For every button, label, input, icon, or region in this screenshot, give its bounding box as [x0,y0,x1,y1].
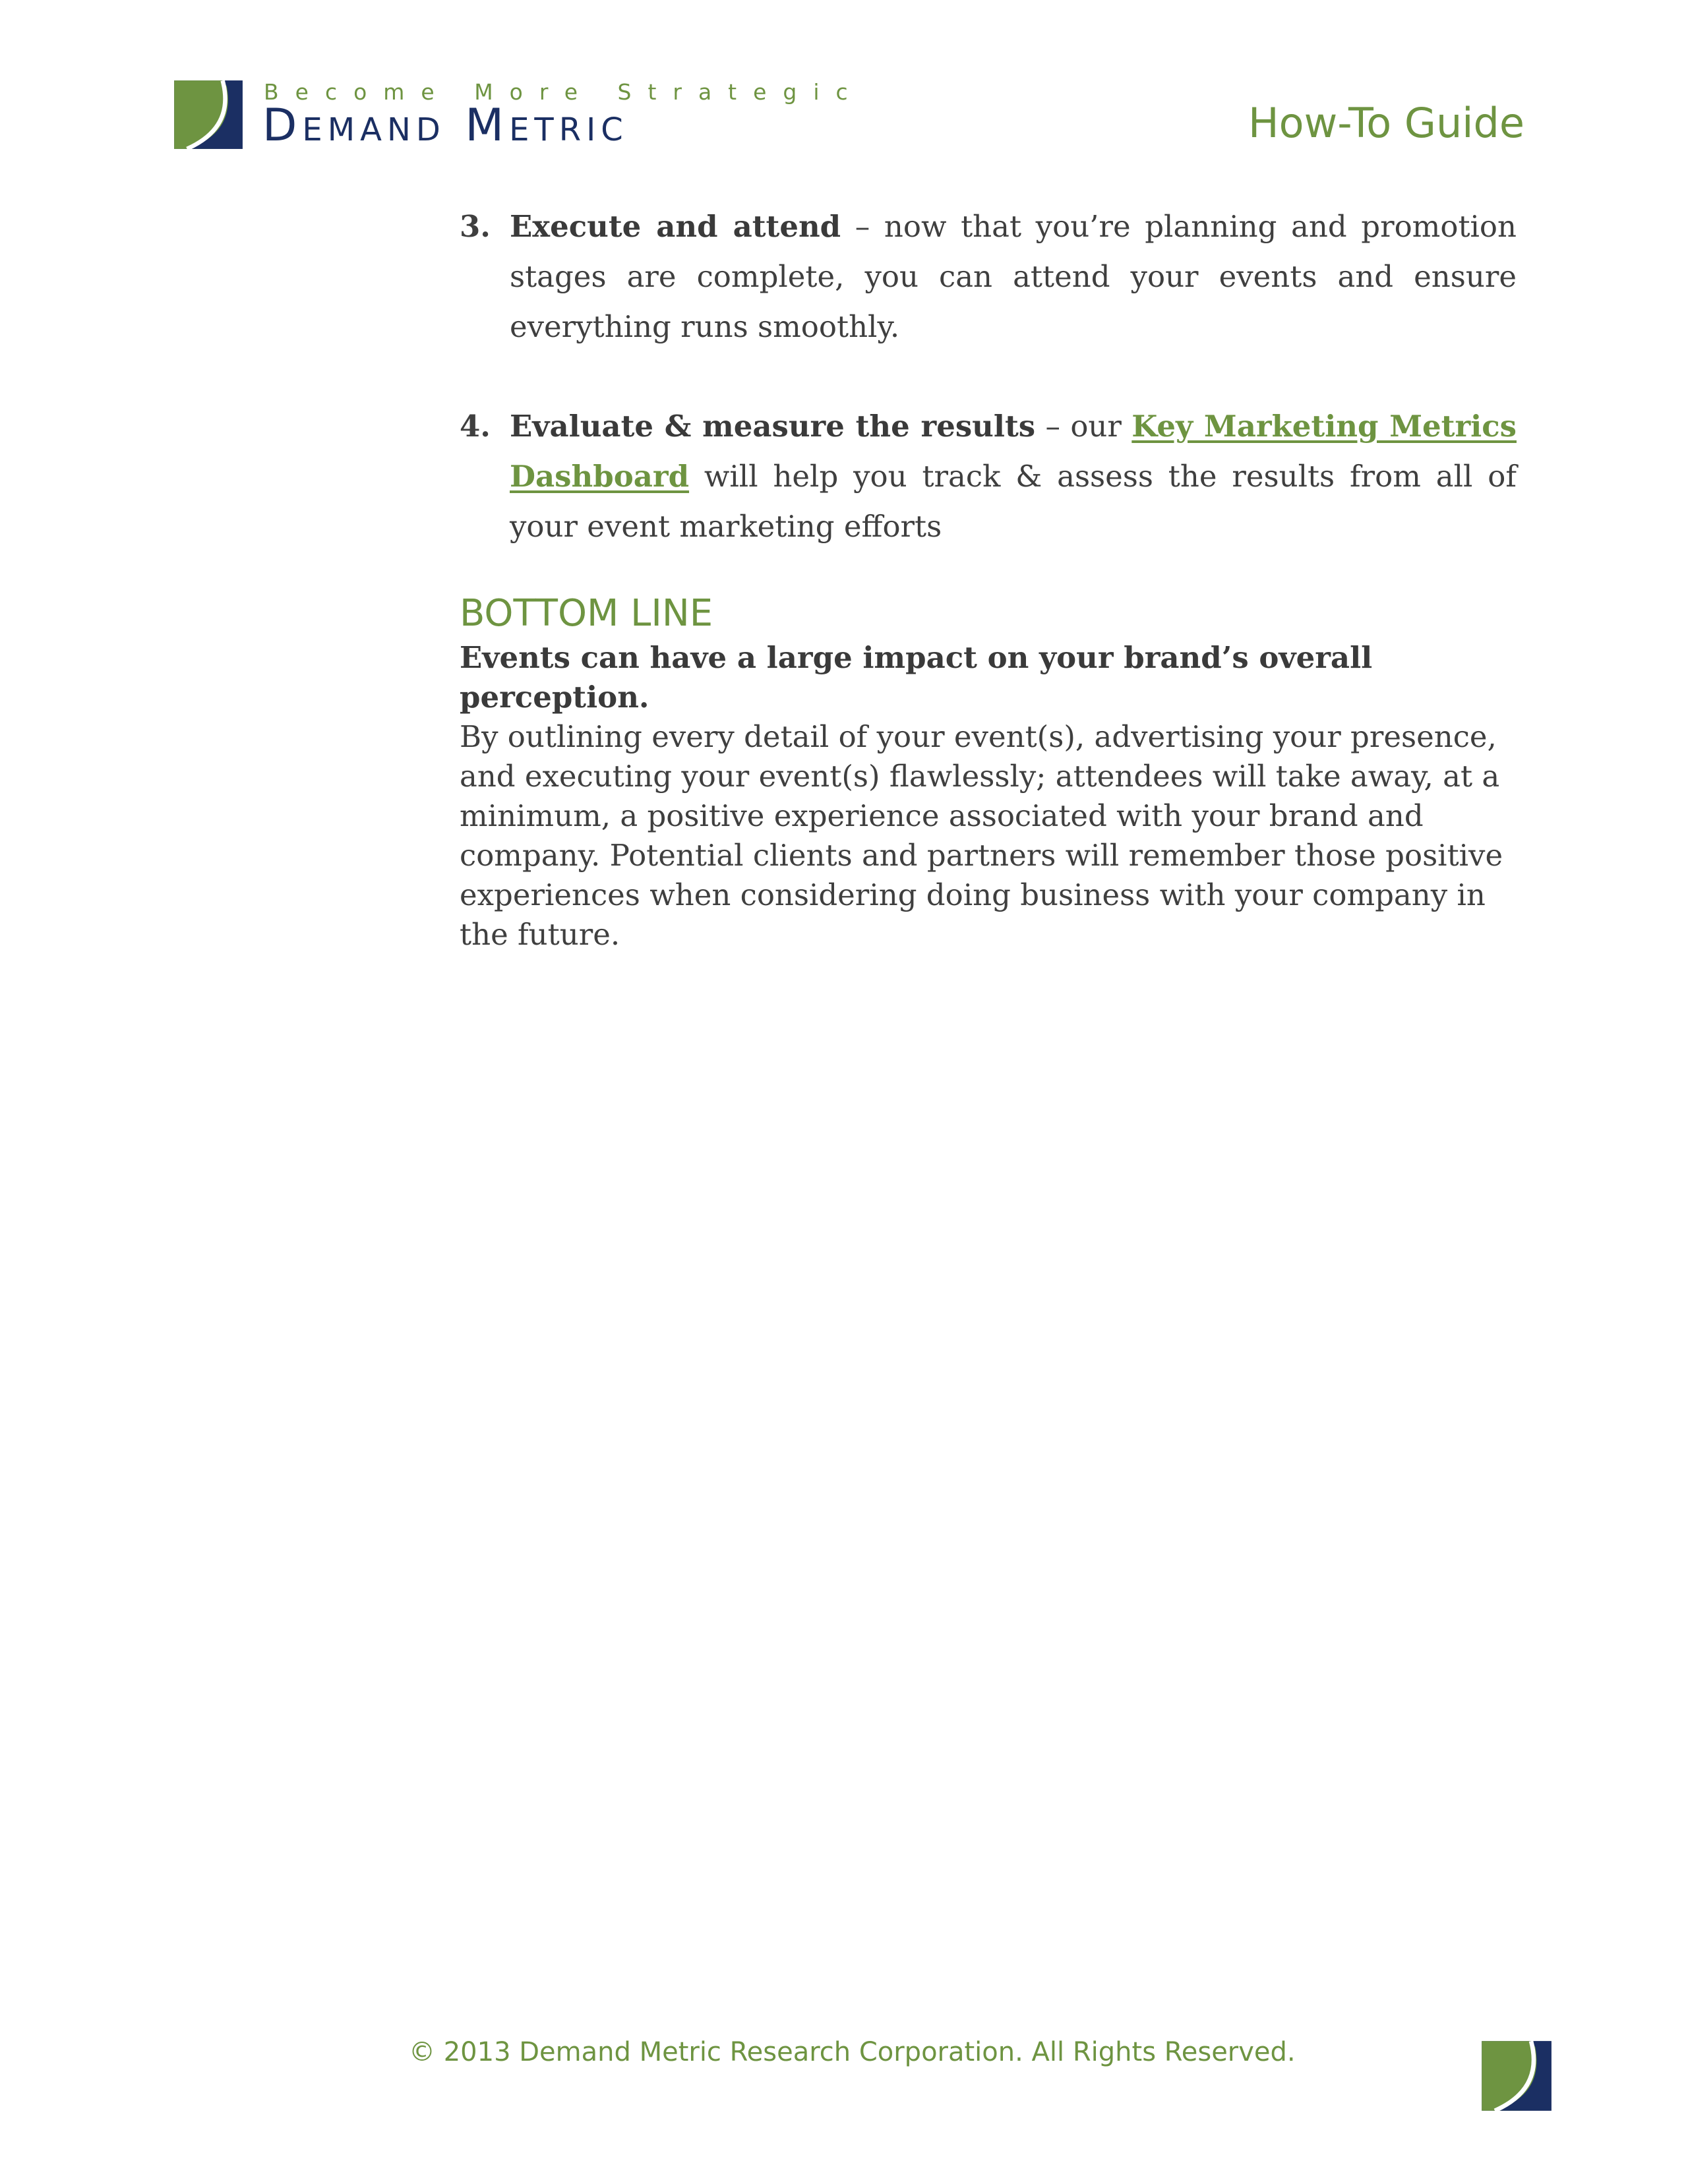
steps-list [460,202,1517,601]
brand-logo [173,74,864,160]
step-title: Evaluate & measure the results [510,409,1036,444]
brand-wordmark: Demand Metric [262,100,628,152]
key-marketing-metrics-dashboard-link[interactable]: Key Marketing Metrics Dashboard [510,409,1517,494]
step-text: – now that you’re planning and promotion stages are complete, you can attend your events and ensure everything runs smoothly. [510,209,1517,344]
list-item [460,401,1517,552]
step-number: 3. [460,209,491,244]
footer-logo-icon [1480,2040,1553,2112]
step-title: Execute and attend [510,209,841,244]
footer-copyright: © 2013 Demand Metric Research Corporation. All Rights Reserved. [409,2037,1296,2067]
step-number: 4. [460,409,491,444]
section-lead: Events can have a large impact on your brand’s overall perception. [460,640,1373,715]
section-heading: BOTTOM LINE [460,592,713,635]
section-paragraph: By outlining every detail of your event(s), advertising your presence, and executing your event(s) flawlessly; attendees will take away, at a minimum, a positive experience associated with your brand and company. Potential clients and partners will remember those positive experiences when considering doing business with your company in the future. [460,719,1503,952]
section-body [460,638,1517,955]
document-type-label: How-To Guide [1248,99,1524,147]
brand-tagline: Become More Strategic [264,79,864,105]
list-item [460,202,1517,352]
demand-metric-logo-icon [173,79,244,150]
step-text: will help you track & assess the results from all of your event marketing efforts [510,459,1517,544]
step-text: – our [1035,409,1132,444]
